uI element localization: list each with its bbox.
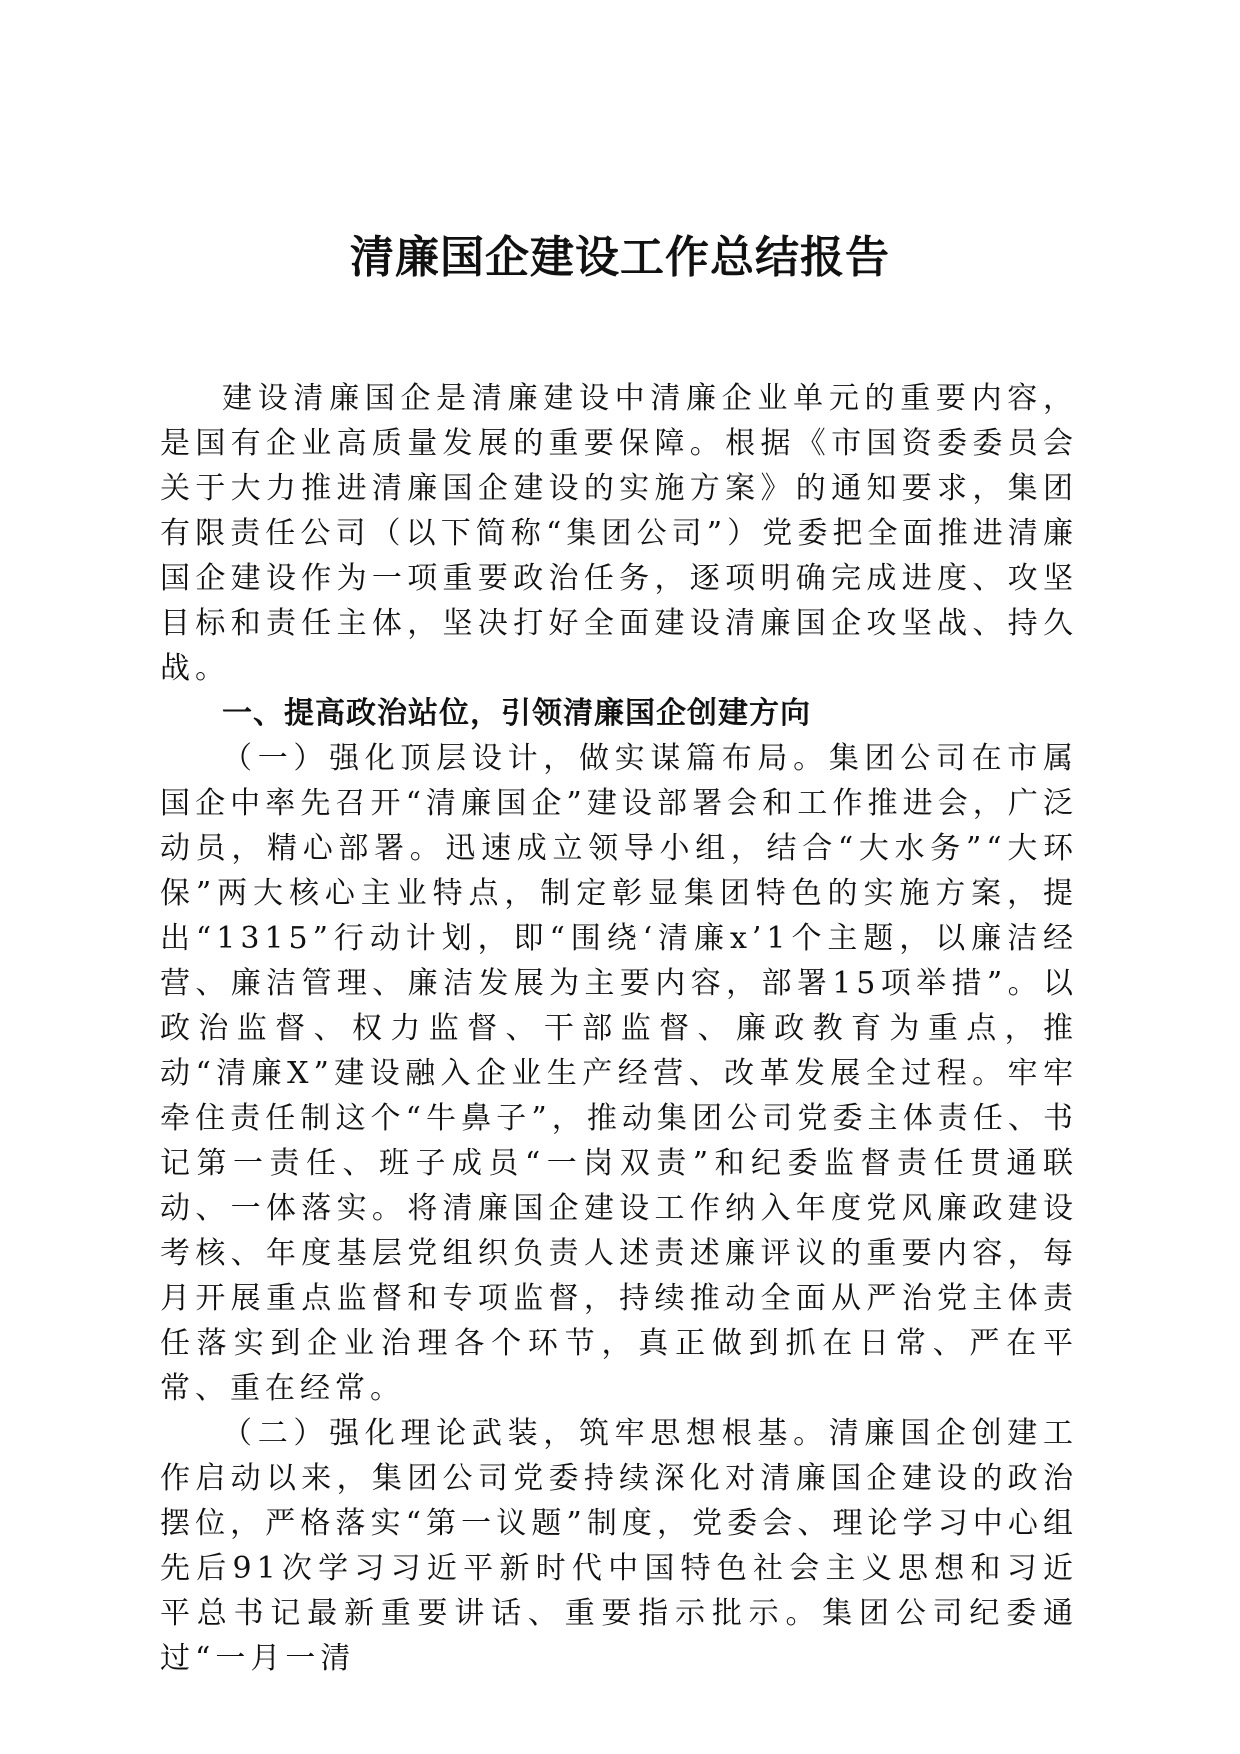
subsection-text-1: 集团公司在市属国企中率先召开“清廉国企”建设部署会和工作推进会，广泛动员，精心部署。迅速成立领导小组，结合“大水务”“大环保”两大核心主业特点，制定彰显集团特色的实施方案，提出“1315”行动计划，即“围绕‘清廉x’1个主题，以廉洁经营、廉洁管理、廉洁发展为主要内容，部署15项举措”。以政治监督、权力监督、干部监督、廉政教育为重点，推动“清廉X”建设融入企业生产经营、改革发展全过程。牢牢牵住责任制这个“牛鼻子”，推动集团公司党委主体责任、书记第一责任、班子成员“一岗双责”和纪委监督责任贯通联动、一体落实。将清廉国企建设工作纳入年度党风廉政建设考核、年度基层党组织负责人述责述廉评议的重要内容，每月开展重点监督和专项监督，持续推动全面从严治党主体责任落实到企业治理各个环节，真正做到抓在日常、严在平常、重在经常。 — [160, 741, 1079, 1406]
document-body — [160, 376, 1078, 1681]
section-heading-1: 一、提高政治站位，引领清廉国企创建方向 — [222, 696, 811, 731]
document-title: 清廉国企建设工作总结报告 — [350, 232, 890, 283]
subsection-paragraph-2 — [160, 1411, 1078, 1681]
subsection-paragraph-1 — [160, 736, 1078, 1411]
subsection-lead-1: （一）强化顶层设计，做实谋篇布局。 — [222, 741, 829, 776]
subsection-text-2: 清廉国企创建工作启动以来，集团公司党委持续深化对清廉国企建设的政治摆位，严格落实“第一议题”制度，党委会、理论学习中心组先后91次学习习近平新时代中国特色社会主义思想和习近平总书记最新重要讲话、重要指示批示。集团公司纪委通过“一月一清 — [160, 1416, 1079, 1676]
intro-paragraph: 建设清廉国企是清廉建设中清廉企业单元的重要内容，是国有企业高质量发展的重要保障。根据《市国资委委员会关于大力推进清廉国企建设的实施方案》的通知要求，集团有限责任公司（以下简称“集团公司”）党委把全面推进清廉国企建设作为一项重要政治任务，逐项明确完成进度、攻坚目标和责任主体，坚决打好全面建设清廉国企攻坚战、持久战。 — [160, 381, 1078, 686]
subsection-lead-2: （二）强化理论武装，筑牢思想根基。 — [222, 1416, 829, 1451]
